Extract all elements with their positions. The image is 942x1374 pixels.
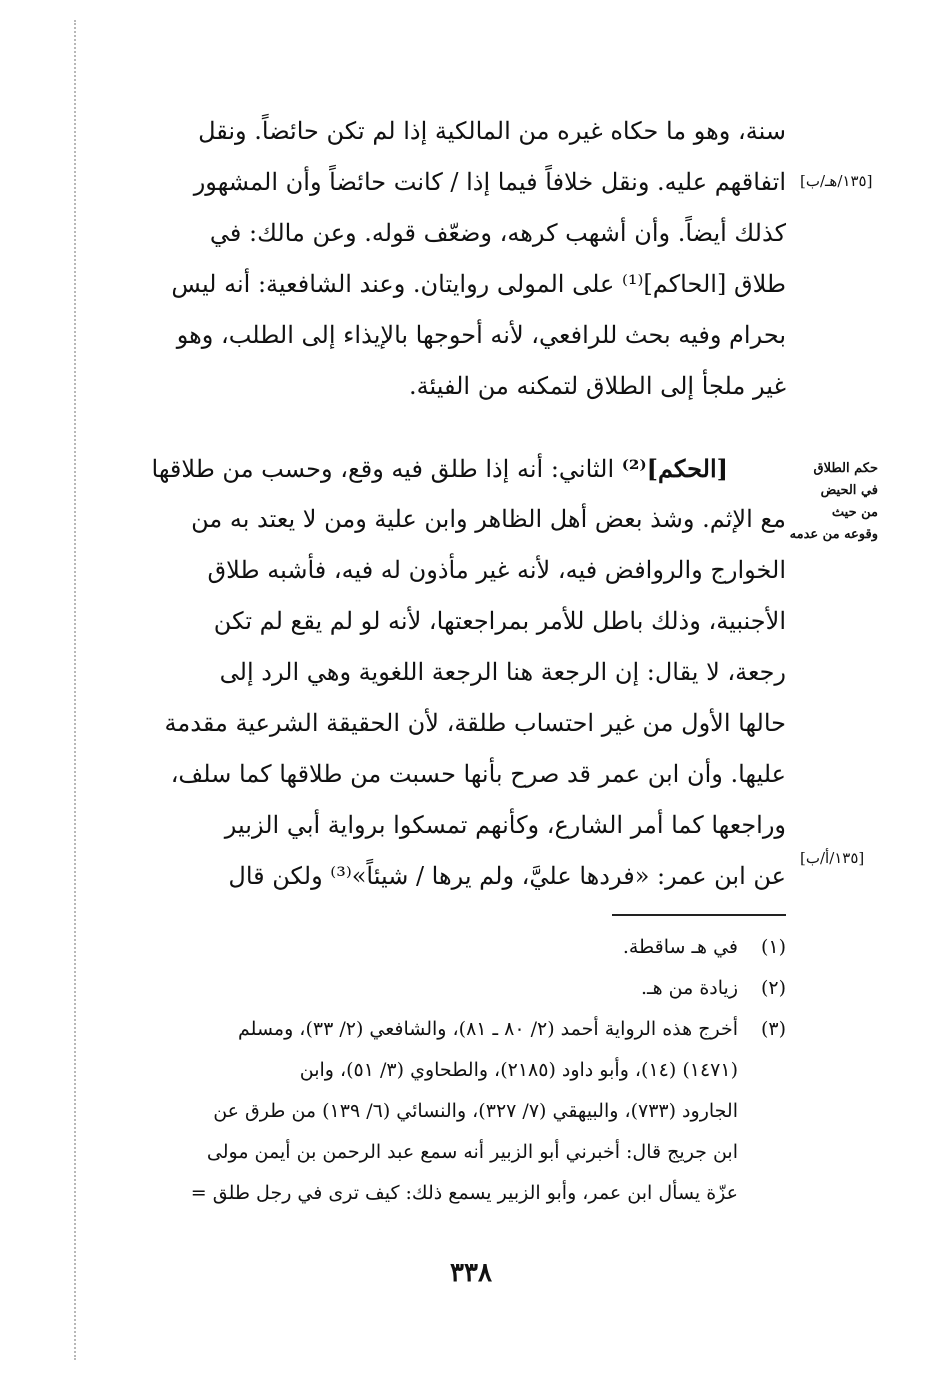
heading-line-rest: الثاني: أنه إذا طلق فيه وقع، وحسب من طلاقها [151, 455, 622, 483]
paragraph-line [110, 443, 786, 494]
section-heading: [الحكم]⁽²⁾ [621, 454, 728, 483]
footnote-number: (٢) [760, 977, 786, 999]
paragraph-line: سنة، وهو ما حكاه غيره من المالكية إذا لم تكن حائضاً. ونقل [198, 117, 786, 145]
footnote-number: (٣) [760, 1018, 786, 1040]
paragraph-line: رجعة، لا يقال: إن الرجعة هنا الرجعة اللغوية وهي الرد إلى [219, 658, 786, 686]
footnote-3 [110, 1009, 786, 1214]
paragraph-line: الأجنبية، وذلك باطل للأمر بمراجعتها، لأنه لو لم يقع لم تكن [213, 607, 786, 635]
footnote-line: في هـ ساقطة. [622, 936, 738, 958]
manuscript-folio-ref: [١٣٥/هـ/ب] [800, 172, 873, 190]
paragraph-line: بحرام وفيه بحث للرافعي، لأنه أحوجها بالإيذاء إلى الطلب، وهو [176, 321, 786, 349]
paragraph-line: عن ابن عمر: «فردها عليَّ، ولم يرها / شيئاً»⁽³⁾ ولكن قال [228, 862, 786, 890]
paragraph-line: وراجعها كما أمر الشارع، وكأنهم تمسكوا برواية أبي الزبير [224, 811, 786, 839]
footnote-1 [110, 927, 786, 968]
paragraph-line: الخوارج والروافض فيه، لأنه غير مأذون له فيه، فأشبه طلاق [207, 556, 786, 584]
paragraph-line: اتفاقهم عليه. ونقل خلافاً فيما إذا / كانت حائضاً وأن المشهور [193, 168, 786, 196]
footnote-line: أخرج هذه الرواية أحمد (٢/ ٨٠ ـ ٨١)، والشافعي (٢/ ٣٣)، ومسلم [238, 1018, 738, 1040]
side-note-line: وقوعه من عدمه [789, 527, 878, 542]
scan-fold-line [74, 20, 76, 1360]
paragraph-line: حالها الأول من غير احتساب طلقة، لأن الحقيقة الشرعية مقدمة [164, 709, 786, 737]
paragraph-line: عليها. وأن ابن عمر قد صرح بأنها حسبت من طلاقها كما سلف، [170, 760, 786, 788]
footnote-line: (١٤٧١) (١٤)، وأبو داود (٢١٨٥)، والطحاوي (٣/ ٥١)، وابن [299, 1059, 738, 1081]
paragraph-2 [110, 443, 786, 902]
footnote-line: ابن جريج قال: أخبرني أبو الزبير أنه سمع عبد الرحمن بن أيمن مولى [206, 1141, 738, 1163]
side-note-line: حكم الطلاق [813, 461, 878, 476]
paragraph-line: غير ملجأ إلى الطلاق لتمكنه من الفيئة. [408, 372, 786, 400]
paragraph-line: طلاق [الحاكم]⁽¹⁾ على المولى روايتان. وعند الشافعية: أنه ليس [171, 270, 786, 298]
footnotes [110, 927, 786, 1214]
footnote-number: (١) [760, 936, 786, 958]
footnote-line: الجارود (٧٣٣)، والبيهقي (٧/ ٣٢٧)، والنسائي (٦/ ١٣٩) من طرق عن [213, 1100, 738, 1122]
page-number: ٣٣٨ [450, 1258, 492, 1288]
side-note-line: في الحيض [820, 483, 878, 498]
footnote-separator [612, 914, 786, 916]
footnote-line: زيادة من هـ. [640, 977, 738, 999]
side-note-line: من حيث [831, 505, 878, 520]
footnote-2 [110, 968, 786, 1009]
paragraph-1 [110, 106, 786, 412]
paragraph-line: كذلك أيضاً. وأن أشهب كرهه، وضعّف قوله. وعن مالك: في [209, 219, 786, 247]
paragraph-line: مع الإثم. وشذ بعض أهل الظاهر وابن علية ومن لا يعتد به من [191, 505, 786, 533]
manuscript-folio-ref: [١٣٥/أ/ب] [800, 849, 865, 867]
side-note [789, 458, 878, 546]
footnote-line: عزّة يسأل ابن عمر، وأبو الزبير يسمع ذلك: كيف ترى في رجل طلق = [190, 1182, 738, 1204]
